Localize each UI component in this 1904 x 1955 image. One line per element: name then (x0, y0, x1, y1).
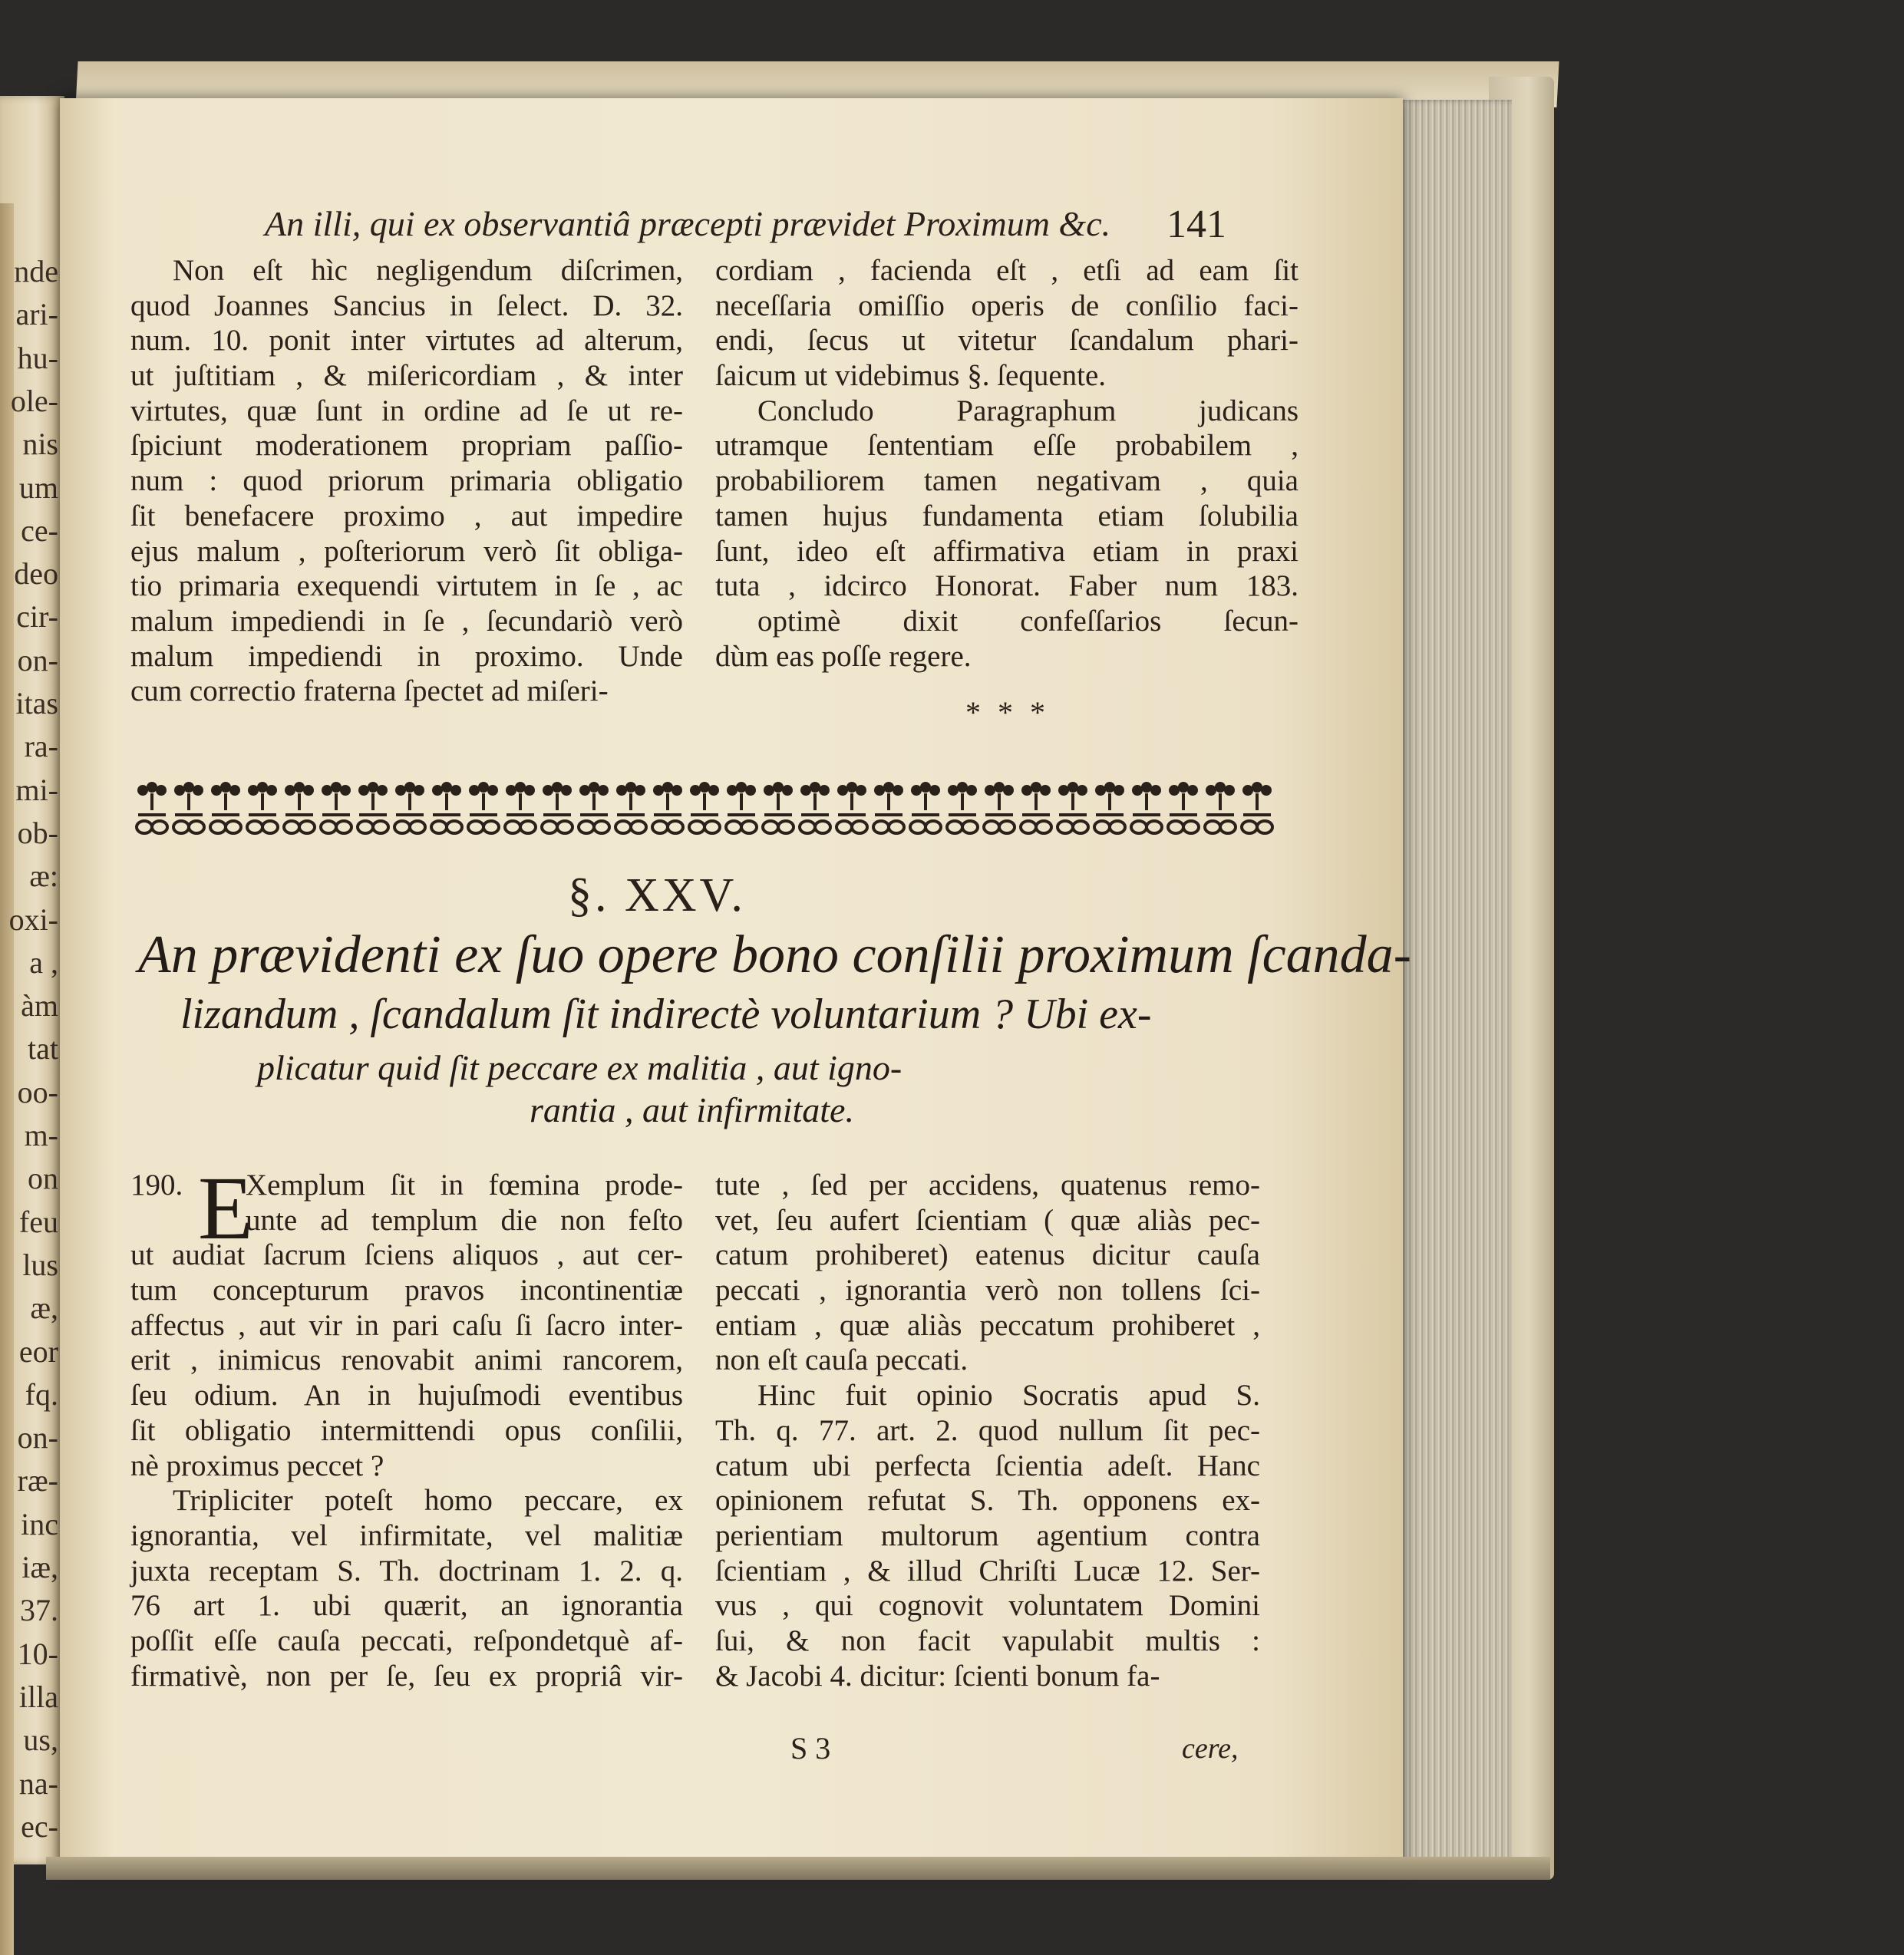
left-page-fragment: ce- (21, 513, 58, 548)
ornament-flower (615, 782, 646, 833)
text-line: Xemplum ſit in fœmina prode- (246, 1169, 683, 1202)
left-page-fragment: on- (17, 1420, 58, 1456)
text-line: quod Joannes Sancius in ſelect. D. 32. (130, 288, 683, 322)
text-line: nè proximus peccet ? (130, 1449, 384, 1482)
text-line: ſaicum ut videbimus §. ſequente. (715, 359, 1107, 393)
text-line: vet, ſeu aufert ſcientiam ( quæ aliàs pec- (715, 1203, 1260, 1237)
left-page-fragment: ole- (10, 383, 58, 418)
left-page-fragment: feu (18, 1204, 58, 1239)
ornament-flower (800, 782, 830, 833)
text-line: peccati , ignorantia verò non tollens ſci- (715, 1274, 1260, 1307)
column-2 (715, 253, 1298, 674)
text-line: ut audiat ſacrum ſciens aliquos , aut cer- (130, 1238, 683, 1272)
text-line: ſit benefacere proximo , aut impedire (130, 499, 683, 532)
text-line: non eſt cauſa peccati. (715, 1343, 968, 1377)
text-line: Hinc fuit opinio Socratis apud S. (757, 1379, 1260, 1413)
text-line: vus , qui cognovit voluntatem Domini (715, 1589, 1260, 1623)
left-page-fragment: on (28, 1161, 58, 1196)
ornament-flower (726, 782, 757, 833)
text-line: ſui, & non facit vapulabit multis : (715, 1624, 1260, 1657)
left-page-fragment: 37. (20, 1593, 58, 1628)
ornament-flower (468, 782, 499, 833)
paragraph-number: 190. (130, 1169, 183, 1202)
text-line: catum prohiberet) eatenus dicitur cauſa (715, 1238, 1260, 1272)
text-line: malum impediendi in ſe , ſecundariò verò (130, 604, 683, 638)
text-line: tum concepturum pravos incontinentiæ (130, 1274, 683, 1307)
text-line: 76 art 1. ubi quærit, an ignorantia (130, 1589, 683, 1623)
left-page-fragment: mi- (15, 772, 58, 807)
ornament-flower (1242, 782, 1272, 833)
left-page-fragment: ari- (15, 297, 58, 332)
text-line: Concludo Paragraphum judicans (757, 394, 1298, 427)
column-1 (130, 253, 683, 709)
ornament-flower (579, 782, 609, 833)
text-line: endi, ſecus ut vitetur ſcandalum phari- (715, 324, 1298, 358)
ornament-flower (1205, 782, 1236, 833)
text-line: neceſſaria omiſſio operis de conſilio faci- (715, 288, 1298, 322)
book-cover-bottom (46, 1857, 1550, 1880)
left-page (0, 96, 64, 1864)
left-page-fragment: na- (18, 1765, 58, 1801)
left-page-fragment: àm (21, 988, 58, 1024)
left-page-fragment: æ: (29, 859, 58, 894)
drop-cap: E (198, 1158, 254, 1258)
text-line: Non eſt hìc negligendum diſcrimen, (173, 254, 683, 287)
text-line: num : quod priorum primaria obligatio (130, 464, 683, 498)
left-page-fragment: on- (17, 642, 58, 677)
section-title-line-1: An prævidenti ex ſuo opere bono conſilii proximum ſcanda- (138, 925, 1411, 984)
left-page-fragment: oo- (17, 1074, 58, 1109)
ornament-band (130, 775, 1278, 842)
text-line: Tripliciter poteſt homo peccare, ex (173, 1484, 683, 1518)
text-line: optimè dixit confeſſarios ſecun- (757, 604, 1298, 638)
left-page-fragment: cir- (16, 599, 58, 635)
text-line: ſcientiam , & illud Chriſti Lucæ 12. Ser- (715, 1554, 1260, 1587)
ornament-flower (910, 782, 941, 833)
left-page-fragment: ræ- (17, 1463, 58, 1498)
text-line: firmativè, non per ſe, ſeu ex propriâ vir- (130, 1659, 683, 1693)
text-line: ejus malum , poſteriorum verò ſit obliga- (130, 534, 683, 568)
ornament-flower (137, 782, 167, 833)
ornament-flower (689, 782, 720, 833)
ornament-flower (1058, 782, 1088, 833)
left-page-fragment: oxi- (8, 902, 58, 937)
ornament-flower (542, 782, 573, 833)
ornament-flower (247, 782, 278, 833)
text-line: ſit obligatio intermittendi opus conſilii, (130, 1413, 683, 1447)
left-page-fragment: æ, (30, 1291, 58, 1326)
ornament-flower (394, 782, 425, 833)
ornament-flower (505, 782, 536, 833)
text-line: cum correctio fraterna ſpectet ad miſeri- (130, 674, 609, 708)
left-page-fragment: m- (24, 1118, 58, 1152)
left-page-fragment: ec- (21, 1808, 58, 1844)
ornament-svg (130, 775, 1278, 842)
left-page-fragment: ob- (17, 815, 58, 850)
text-line: ſunt, ideo eſt affirmativa etiam in praxi (715, 534, 1298, 568)
text-line: opinionem refutat S. Th. opponens ex- (715, 1484, 1260, 1518)
text-line: cordiam , facienda eſt , etſi ad eam ſit (715, 254, 1298, 287)
ornament-flower (984, 782, 1015, 833)
section-title-line-2: lizandum , ſcandalum ſit indirectè voluntarium ? Ubi ex- (180, 991, 1152, 1038)
left-page-fragment: deo (14, 556, 58, 592)
ornament-flower (321, 782, 351, 833)
left-page-fragment: tat (28, 1031, 58, 1067)
text-line: erit , inimicus renovabit animi rancorem, (130, 1343, 683, 1377)
left-page-fragment: inc (21, 1506, 58, 1541)
text-line: ſpiciunt moderationem propriam paſſio- (130, 429, 683, 463)
section-title-line-4: rantia , aut infirmitate. (530, 1090, 854, 1129)
left-page-fragment: 10- (17, 1636, 58, 1671)
section-title-line-3: plicatur quid ſit peccare ex malitia , aut igno- (257, 1048, 903, 1087)
column-3 (130, 1158, 683, 1693)
ornament-flower (1021, 782, 1051, 833)
left-page-fragment: us, (23, 1723, 58, 1758)
text-line: virtutes, quæ ſunt in ordine ad ſe ut re- (130, 394, 683, 427)
left-page-fragment: fq. (25, 1376, 58, 1412)
ornament-flower (947, 782, 978, 833)
left-page-fragment: um (18, 470, 58, 505)
text-line: ſeu odium. An in hujuſmodi eventibus (130, 1379, 683, 1413)
text-line: unte ad templum die non feſto (246, 1203, 683, 1237)
text-line: catum ubi perfecta ſcientia adeſt. Hanc (715, 1449, 1260, 1482)
text-line: tio primaria exequendi virtutem in ſe , ac (130, 569, 683, 603)
text-line: dùm eas poſſe regere. (715, 639, 972, 673)
signature-mark: S 3 (790, 1731, 831, 1765)
ornament-flower (1094, 782, 1125, 833)
ornament-flower (431, 782, 462, 833)
left-page-edge (0, 203, 14, 1955)
text-line: probabiliorem tamen negativam , quia (715, 464, 1298, 498)
text-line: Th. q. 77. art. 2. quod nullum ſit pec- (715, 1413, 1260, 1447)
text-line: malum impediendi in proximo. Unde (130, 639, 683, 673)
page-number: 141 (1166, 203, 1226, 246)
text-line: ut juſtitiam , & miſericordiam , & inter (130, 359, 683, 393)
text-line: tamen hujus fundamenta etiam ſolubilia (715, 499, 1298, 532)
text-line: ignorantia, vel infirmitate, vel malitiæ (130, 1518, 683, 1552)
text-line: utramque ſententiam eſſe probabilem , (715, 429, 1298, 463)
text-line: affectus , aut vir in pari caſu ſi ſacro inter- (130, 1308, 683, 1342)
ornament-flower (763, 782, 794, 833)
left-page-fragment: iæ, (21, 1550, 58, 1584)
left-page-fragment: lus (22, 1247, 58, 1282)
text-line: tuta , idcirco Honorat. Faber num 183. (715, 569, 1298, 603)
text-line: poſſit eſſe cauſa peccati, reſpondetquè af- (130, 1624, 683, 1657)
left-page-fragment: itas (15, 686, 58, 720)
left-page-fragment: nis (22, 427, 58, 462)
section-number: §. XXV. (568, 869, 746, 921)
ornament-flower (652, 782, 683, 833)
text-line: & Jacobi 4. dicitur: ſcienti bonum fa- (715, 1659, 1160, 1693)
ornament-flower (284, 782, 315, 833)
ornament-flower (1131, 782, 1162, 833)
left-page-fragment: a , (29, 945, 58, 980)
ornament-flower (837, 782, 867, 833)
text-line: juxta receptam S. Th. doctrinam 1. 2. q. (130, 1554, 683, 1587)
left-page-fragment: nde (14, 254, 58, 288)
column-4 (715, 1168, 1260, 1693)
text-line: perientiam multorum agentium contra (715, 1518, 1260, 1552)
running-head: An illi, qui ex observantiâ præcepti prævidet Proximum &c. (265, 204, 1111, 243)
text-line: num. 10. ponit inter virtutes ad alterum, (130, 324, 683, 358)
asterism: * * * (965, 695, 1050, 730)
text-line: tute , ſed per accidens, quatenus remo- (715, 1169, 1260, 1202)
left-page-fragment: hu- (17, 340, 58, 375)
ornament-flower (358, 782, 388, 833)
left-page-fragment: illa (18, 1679, 58, 1714)
left-page-fragment: ra- (24, 729, 58, 764)
ornament-flower (210, 782, 241, 833)
ornament-flower (1168, 782, 1199, 833)
catchword: cere, (1182, 1732, 1239, 1765)
ornament-flower (173, 782, 204, 833)
text-line: entiam , quæ aliàs peccatum prohiberet , (715, 1308, 1260, 1342)
ornament-flower (873, 782, 904, 833)
left-page-fragment: eor (18, 1334, 58, 1369)
